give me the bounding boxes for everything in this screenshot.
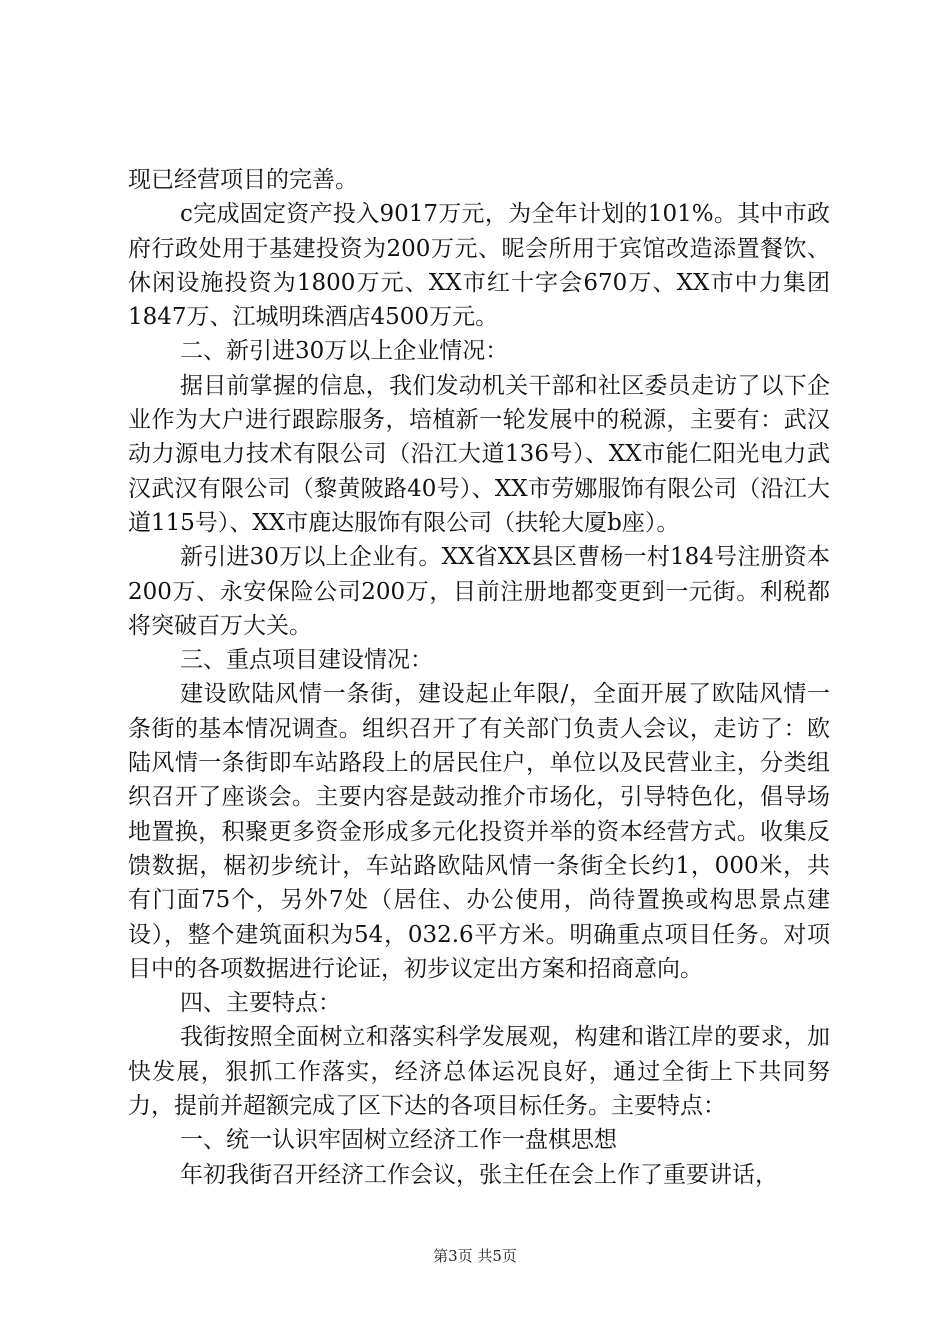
page-footer — [0, 1245, 950, 1266]
paragraph-9: 我街按照全面树立和落实科学发展观，构建和谐江岸的要求，加快发展，狠抓工作落实，经济总体运况良好，通过全街上下共同努力，提前并超额完成了区下达的各项目标任务。主要特点： — [128, 1024, 830, 1120]
paragraph-4: 据目前掌握的信息，我们发动机关干部和社区委员走访了以下企业作为大户进行跟踪服务，培植新一轮发展中的税源，主要有：武汉动力源电力技术有限公司（沿江大道136号）、XX市能仁阳光电力武汉武汉有限公司（黎黄陂路40号）、XX市劳娜服饰有限公司（沿江大道115号）、XX市鹿达服饰有限公司（扶轮大厦b座）。 — [128, 372, 830, 536]
paragraph-1: 现已经营项目的完善。 — [128, 167, 358, 193]
section-heading-2: 二、新引进30万以上企业情况： — [180, 338, 509, 365]
section-heading-4: 四、主要特点： — [180, 990, 341, 1017]
section-heading-3: 三、重点项目建设情况： — [180, 647, 433, 674]
paragraph-11: 年初我街召开经济工作会议，张主任在会上作了重要讲话， — [180, 1161, 778, 1188]
paragraph-2: c完成固定资产投入9017万元，为全年计划的101%。其中市政府行政处用于基建投资为200万元、昵会所用于宾馆改造添置餐饮、休闲设施投资为1800万元、XX市红十字会670万、XX市中力集团1847万、江城明珠酒店4500万元。 — [128, 201, 830, 331]
document-body — [128, 163, 830, 1192]
paragraph-5: 新引进30万以上企业有。XX省XX县区曹杨一村184号注册资本200万、永安保险公司200万，目前注册地都变更到一元街。利税都将突破百万大关。 — [128, 544, 830, 639]
subsection-heading-1: 一、统一认识牢固树立经济工作一盘棋思想 — [180, 1127, 617, 1154]
paragraph-7: 建设欧陆风情一条街，建设起止年限/，全面开展了欧陆风情一条街的基本情况调查。组织召开了有关部门负责人会议，走访了：欧陆风情一条街即车站路段上的居民住户，单位以及民营业主，分类组织召开了座谈会。主要内容是鼓动推介市场化，引导特色化，倡导场地置换，积聚更多资金形成多元化投资并举的资本经营方式。收集反馈数据，椐初步统计，车站路欧陆风情一条街全长约1，000米，共有门面75个，另外7处（居住、办公使用，尚待置换或构思景点建设），整个建筑面积为54，032.6平方米。明确重点项目任务。对项目中的各项数据进行论证，初步议定出方案和招商意向。 — [128, 681, 830, 982]
page-number: 第3页 共5页 — [433, 1247, 517, 1265]
